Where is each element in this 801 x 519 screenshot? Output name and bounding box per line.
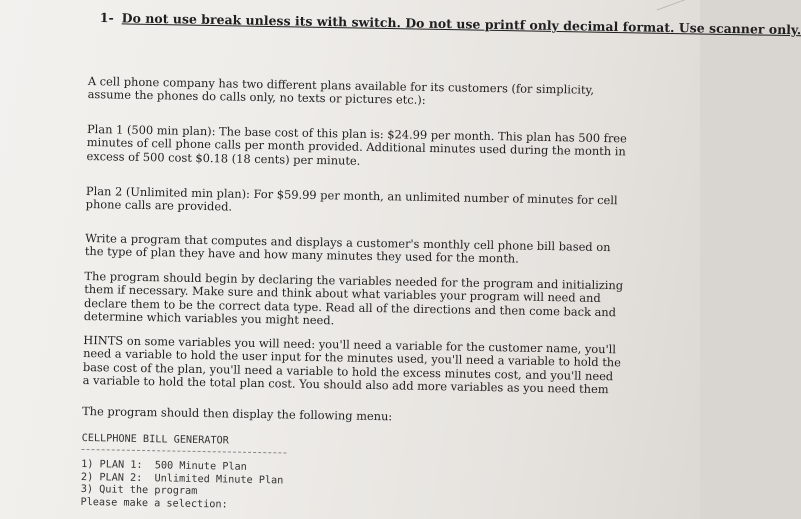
instruction-header	[100, 10, 801, 37]
page-corner-mark	[657, 0, 690, 22]
menu-prompt: Please make a selection:	[80, 496, 228, 511]
menu-item-plan1: 1) PLAN 1: 500 Minute Plan	[81, 458, 247, 473]
assignment-body	[80, 74, 628, 511]
instruction-number: 1-	[99, 10, 114, 26]
hints-paragraph: HINTS on some variables you will need: you'll need a variable for the customer name, you'll need a variable to hold the user input for the minutes used, you'll need a variable to hold the base cost of the plan, you'll need a variable to hold the excess minutes cost, and you'll need a variable to hold the total plan cost. You should also add more variables as you need them	[82, 332, 622, 397]
menu-intro-paragraph: The program should then display the following menu:	[82, 403, 393, 424]
menu-item-quit: 3) Quit the program	[80, 483, 198, 497]
menu-title: CELLPHONE BILL GENERATOR	[81, 432, 229, 447]
menu-item-plan2: 2) PLAN 2: Unlimited Minute Plan	[80, 471, 284, 486]
intro-paragraph: A cell phone company has two different plans available for its customers (for simplicity, assume the phones do calls only, no texts or pictures etc.):	[87, 74, 595, 108]
task-paragraph: Write a program that computes and displays a customer's monthly cell phone bill based on the type of plan they have and how many minutes they used for the month.	[84, 230, 611, 266]
declare-variables-paragraph: The program should begin by declaring the variables needed for the program and initializing them if necessary. Make sure and think about what variables your program will need and declare them to be the correct data type. Read all of the directions and then come back and determine which variables you might need.	[83, 268, 624, 328]
instruction-text: Do not use break unless its with switch. Do not use printf only decimal format. Use scanner only.	[121, 10, 801, 38]
menu-list	[80, 459, 283, 513]
plan1-paragraph: Plan 1 (500 min plan): The base cost of this plan is: $24.99 per month. This plan has 500 free minutes of cell phone calls per month provided. Additional minutes used during the month in excess of 500 cost $0.18 (18 cents) per minute.	[86, 121, 627, 168]
menu-divider	[81, 449, 286, 454]
plan2-paragraph: Plan 2 (Unlimited min plan): For $59.99 per month, an unlimited number of minutes for cell phone calls are provided.	[85, 183, 618, 214]
